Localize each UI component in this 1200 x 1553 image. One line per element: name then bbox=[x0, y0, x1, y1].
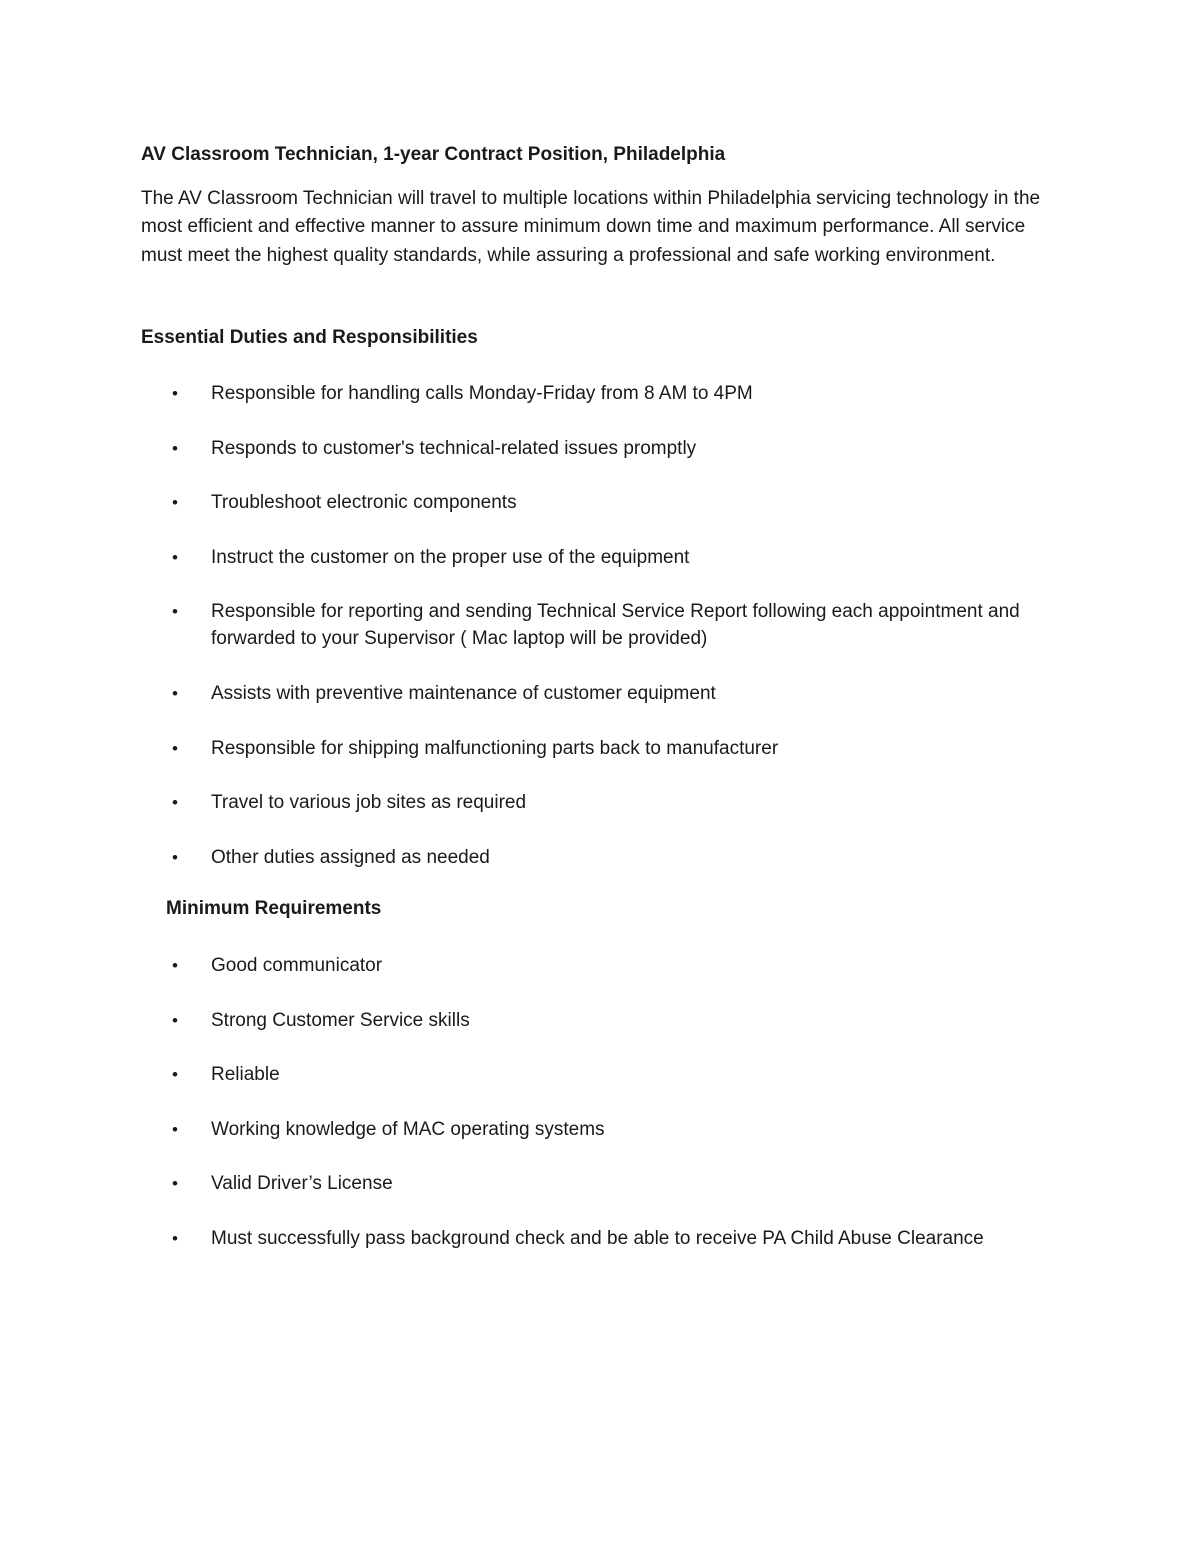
bullet-icon: • bbox=[172, 956, 178, 975]
requirement-text: Good communicator bbox=[211, 955, 383, 976]
bullet-icon: • bbox=[172, 684, 178, 703]
bullet-icon: • bbox=[172, 793, 178, 812]
bullet-icon: • bbox=[172, 848, 178, 867]
duty-text: Responsible for reporting and sending Technical Service Report following each appointment and forwarded to your Supervisor ( Mac laptop will be provided) bbox=[211, 601, 1020, 649]
bullet-icon: • bbox=[172, 1174, 178, 1193]
bullet-icon: • bbox=[172, 602, 178, 621]
requirement-text: Strong Customer Service skills bbox=[211, 1010, 470, 1031]
requirement-text: Reliable bbox=[211, 1064, 280, 1085]
job-title: AV Classroom Technician, 1-year Contract Position, Philadelphia bbox=[141, 144, 726, 165]
bullet-icon: • bbox=[172, 493, 178, 512]
requirements-heading: Minimum Requirements bbox=[166, 898, 382, 919]
requirement-text: Must successfully pass background check and be able to receive PA Child Abuse Clearance bbox=[211, 1228, 984, 1249]
bullet-icon: • bbox=[172, 739, 178, 758]
bullet-icon: • bbox=[172, 439, 178, 458]
duty-text: Troubleshoot electronic components bbox=[211, 492, 517, 513]
requirement-text: Working knowledge of MAC operating systems bbox=[211, 1119, 605, 1140]
duty-text: Instruct the customer on the proper use of the equipment bbox=[211, 547, 690, 568]
intro-paragraph: The AV Classroom Technician will travel to multiple locations within Philadelphia servicing technology in the most efficient and effective manner to assure minimum down time and maximum performance. All service must meet the highest quality standards, while assuring a professional and safe working environment. bbox=[141, 188, 1041, 266]
duties-heading: Essential Duties and Responsibilities bbox=[141, 327, 478, 348]
duty-text: Assists with preventive maintenance of customer equipment bbox=[211, 683, 716, 704]
duty-text: Responsible for handling calls Monday-Friday from 8 AM to 4PM bbox=[211, 383, 753, 404]
requirement-text: Valid Driver’s License bbox=[211, 1173, 393, 1194]
bullet-icon: • bbox=[172, 384, 178, 403]
bullet-icon: • bbox=[172, 548, 178, 567]
duty-text: Travel to various job sites as required bbox=[211, 792, 527, 813]
bullet-icon: • bbox=[172, 1065, 178, 1084]
bullet-icon: • bbox=[172, 1120, 178, 1139]
duty-text: Other duties assigned as needed bbox=[211, 847, 490, 868]
bullet-icon: • bbox=[172, 1229, 178, 1248]
bullet-icon: • bbox=[172, 1011, 178, 1030]
duty-text: Responds to customer's technical-related issues promptly bbox=[211, 438, 697, 459]
duty-text: Responsible for shipping malfunctioning parts back to manufacturer bbox=[211, 738, 779, 759]
